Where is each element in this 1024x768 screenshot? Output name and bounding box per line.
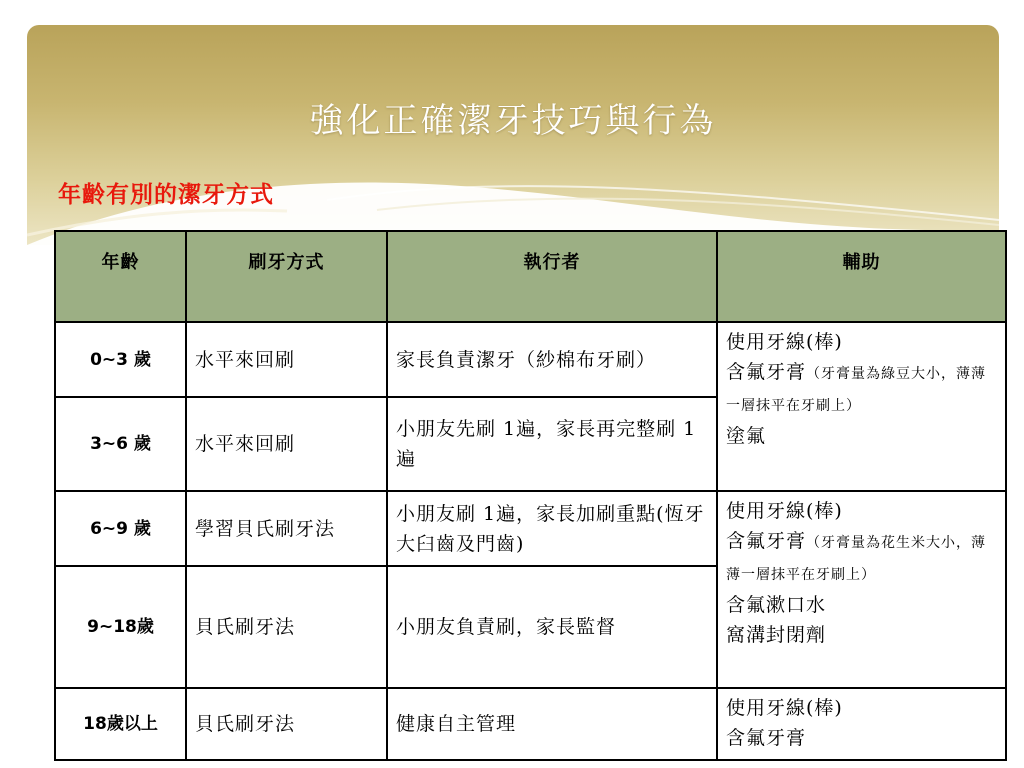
executor-cell: 家長負責潔牙（紗棉布牙刷）: [387, 322, 717, 397]
method-cell: 水平來回刷: [186, 322, 387, 397]
assist-item: 塗氟: [726, 425, 767, 447]
assist-cell: [717, 322, 1006, 491]
assist-item-text: 含氟牙膏: [726, 530, 807, 552]
assist-note: （牙膏量為綠豆大小，薄薄一層抹平在牙刷上）: [726, 366, 987, 414]
slide-title: 強化正確潔牙技巧與行為: [309, 101, 717, 141]
assist-item: 含氟漱口水: [726, 594, 827, 616]
assist-item-text: 含氟牙膏: [726, 361, 807, 383]
assist-note: （牙膏量為花生米大小，薄薄一層抹平在牙刷上）: [726, 535, 987, 583]
assist-item: 使用牙線(棒): [726, 331, 843, 353]
header-executor: 執行者: [387, 231, 717, 322]
table-header-row: [55, 231, 1006, 322]
header-age: 年齡: [55, 231, 186, 322]
age-cell: 0~3 歲: [55, 322, 186, 397]
header-assist: 輔助: [717, 231, 1006, 322]
assist-item: 含氟牙膏: [726, 727, 807, 749]
age-cell: 18歲以上: [55, 688, 186, 760]
executor-cell: 小朋友負責刷，家長監督: [387, 566, 717, 688]
table-row: [55, 322, 1006, 397]
header-method: 刷牙方式: [186, 231, 387, 322]
assist-item: 使用牙線(棒): [726, 500, 843, 522]
brushing-table-container: [54, 230, 1007, 761]
method-cell: 學習貝氏刷牙法: [186, 491, 387, 566]
assist-item: 窩溝封閉劑: [726, 624, 827, 646]
executor-cell: 小朋友刷 1遍，家長加刷重點(恆牙大臼齒及門齒): [387, 491, 717, 566]
executor-cell: 小朋友先刷 1遍，家長再完整刷 1遍: [387, 397, 717, 491]
method-cell: 水平來回刷: [186, 397, 387, 491]
age-cell: 3~6 歲: [55, 397, 186, 491]
assist-item: [726, 357, 997, 421]
method-cell: 貝氏刷牙法: [186, 566, 387, 688]
table-row: [55, 688, 1006, 760]
table-row: [55, 491, 1006, 566]
assist-cell: [717, 491, 1006, 688]
executor-cell: 健康自主管理: [387, 688, 717, 760]
assist-cell: [717, 688, 1006, 760]
age-cell: 9~18歲: [55, 566, 186, 688]
age-cell: 6~9 歲: [55, 491, 186, 566]
assist-item: 使用牙線(棒): [726, 697, 843, 719]
brushing-methods-table: [54, 230, 1007, 761]
assist-item: [726, 526, 997, 590]
slide-subtitle: 年齡有別的潔牙方式: [58, 181, 274, 208]
method-cell: 貝氏刷牙法: [186, 688, 387, 760]
